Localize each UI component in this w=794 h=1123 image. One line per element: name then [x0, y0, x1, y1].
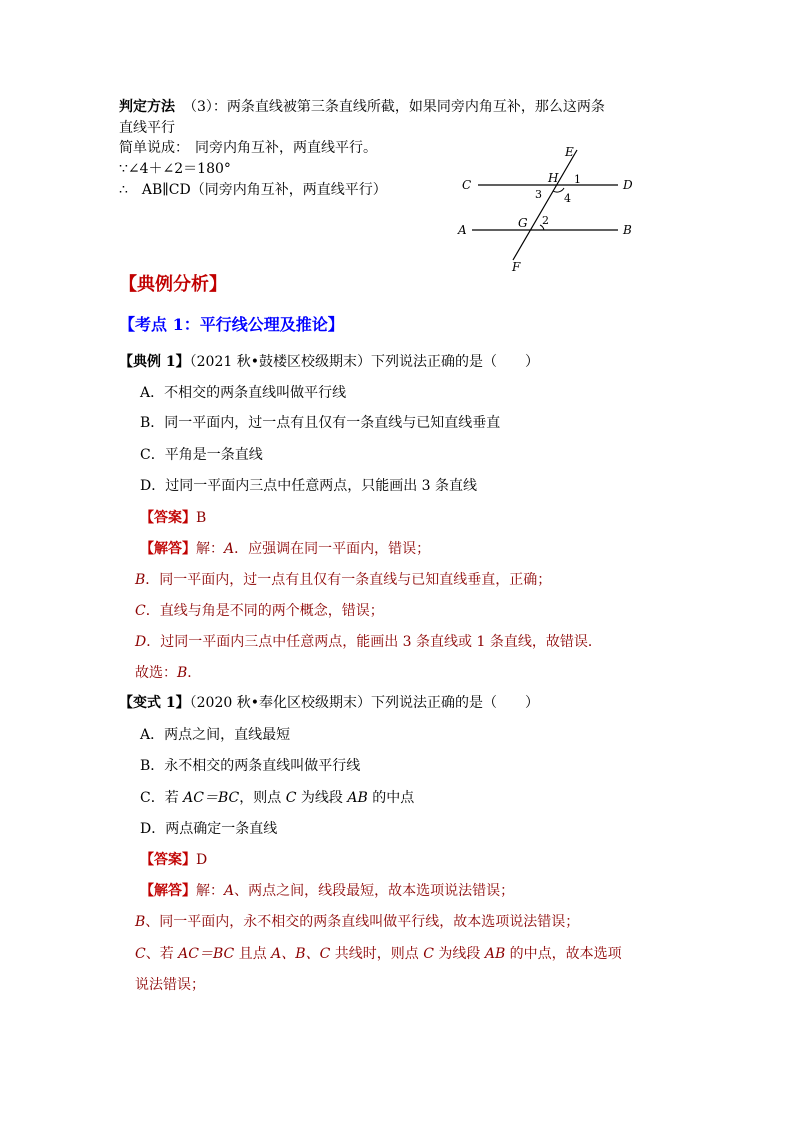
method-desc-1: ：两条直线被第三条直线所截，如果同旁内角互补，那么这两条: [212, 99, 605, 115]
sol-lead: 解：: [196, 883, 224, 899]
method-title: 判定方法: [119, 99, 175, 115]
variant1-stem: （2020 秋•奉化区校级期末）下列说法正确的是（ ）: [189, 695, 539, 711]
variant1-option-b: B．永不相交的两条直线叫做平行线: [140, 758, 361, 774]
label-4: 4: [564, 192, 571, 205]
sol-math: A、B、C: [271, 946, 331, 962]
example1-stem: （2021 秋•鼓楼区校级期末）下列说法正确的是（ ）: [189, 354, 539, 370]
label-2: 2: [542, 214, 549, 227]
opt-text: C．若: [140, 790, 184, 806]
example1-solution-b: [135, 570, 551, 590]
variant1-solution-a: [140, 881, 514, 901]
example1-solution-a: [140, 539, 430, 559]
sol-letter: A: [224, 541, 235, 557]
sol-text: 且点: [234, 946, 272, 962]
example1-option-c: C．平角是一条直线: [140, 447, 263, 463]
choose-label: 故选：: [135, 665, 177, 681]
example1-answer-tag: 【答案】: [140, 510, 196, 526]
label-f: F: [512, 260, 521, 274]
sol-text: 为线段: [433, 946, 485, 962]
example1-tag: 【典例 1】: [119, 354, 190, 370]
opt-math: C: [285, 790, 297, 806]
sol-letter: B: [135, 572, 146, 588]
method-num: （3）: [183, 99, 213, 115]
topic-heading: 【考点 1：平行线公理及推论】: [119, 315, 344, 334]
variant1-solution-c: [135, 944, 622, 964]
sol-lead: 解：: [196, 541, 224, 557]
example1-sol-tag: 【解答】: [140, 541, 196, 557]
label-c: C: [462, 178, 472, 192]
variant1-answer: D: [196, 852, 208, 868]
sol-math: C: [423, 946, 434, 962]
sol-letter: D: [135, 634, 147, 650]
variant1-answer-line: [140, 850, 207, 870]
sol-text: 共线时，则点: [330, 946, 424, 962]
variant1-option-a: A．两点之间，直线最短: [140, 727, 291, 743]
example1-option-d: D．过同一平面内三点中任意两点，只能画出 3 条直线: [140, 478, 478, 494]
variant1-solution-b: [135, 912, 579, 932]
sol-letter: C: [135, 603, 146, 619]
sol-text: 、若: [145, 946, 179, 962]
sol-text: 的中点，故本选项: [505, 946, 622, 962]
label-a: A: [458, 223, 467, 237]
opt-text: ，则点: [239, 790, 286, 806]
example1-option-a: A．不相交的两条直线叫做平行线: [140, 385, 347, 401]
label-b: B: [623, 223, 632, 237]
sol-text: ．应强调在同一平面内，错误；: [234, 541, 431, 557]
sol-text: ．同一平面内，过一点有且仅有一条直线与已知直线垂直，正确；: [145, 572, 552, 588]
example1-solution-d: [135, 632, 602, 652]
sol-letter: A: [224, 883, 235, 899]
label-1: 1: [574, 173, 581, 186]
variant1-answer-tag: 【答案】: [140, 852, 196, 868]
parallel-lines-figure: [450, 140, 650, 280]
example1-option-b: B．同一平面内，过一点有且仅有一条直线与已知直线垂直: [140, 415, 501, 431]
section-heading: 【典例分析】: [119, 274, 227, 295]
sol-letter: B: [135, 914, 146, 930]
label-g: G: [518, 216, 528, 230]
variant1-solution-c-cont: 说法错误；: [135, 977, 205, 993]
example1-answer: B: [196, 510, 207, 526]
sol-text: ．过同一平面内三点中任意两点，能画出 3 条直线或 1 条直线，故错误．: [146, 634, 602, 650]
line-ef: [513, 150, 577, 260]
sol-math: AB: [484, 946, 506, 962]
choose-end: ．: [187, 665, 202, 681]
example1-stem-line: [119, 352, 539, 372]
label-e: E: [565, 145, 574, 159]
method-short-line: [119, 138, 377, 158]
method-desc-2: 直线平行: [119, 120, 175, 136]
sol-letter: C: [135, 946, 146, 962]
example1-choose: [135, 663, 201, 683]
example1-solution-c: [135, 601, 384, 621]
therefore-line: ∴ AB∥CD（同旁内角互补，两直线平行）: [119, 182, 387, 198]
because-line: ∵∠4＋∠2＝180°: [119, 161, 231, 177]
variant1-sol-tag: 【解答】: [140, 883, 196, 899]
sol-text: ．直线与角是不同的两个概念，错误；: [145, 603, 384, 619]
opt-math: AB: [347, 790, 368, 806]
short-label: 简单说成：: [119, 140, 189, 156]
method-heading-line: [119, 97, 605, 117]
opt-math: AC＝BC: [183, 790, 240, 806]
label-h: H: [548, 171, 559, 185]
sol-math: AC＝BC: [178, 946, 235, 962]
opt-text: 的中点: [367, 790, 415, 806]
sol-text: 、两点之间，线段最短，故本选项说法错误；: [234, 883, 515, 899]
variant1-option-c: [140, 788, 414, 808]
sol-text: 、同一平面内，永不相交的两条直线叫做平行线，故本选项说法错误；: [145, 914, 580, 930]
variant1-tag: 【变式 1】: [119, 695, 190, 711]
choose-letter: B: [177, 665, 188, 681]
label-d: D: [623, 178, 633, 192]
example1-answer-line: [140, 508, 206, 528]
short-text: 同旁内角互补，两直线平行。: [195, 140, 377, 156]
label-3: 3: [535, 188, 542, 201]
variant1-option-d: D．两点确定一条直线: [140, 821, 278, 837]
variant1-stem-line: [119, 693, 539, 713]
opt-text: 为线段: [296, 790, 348, 806]
